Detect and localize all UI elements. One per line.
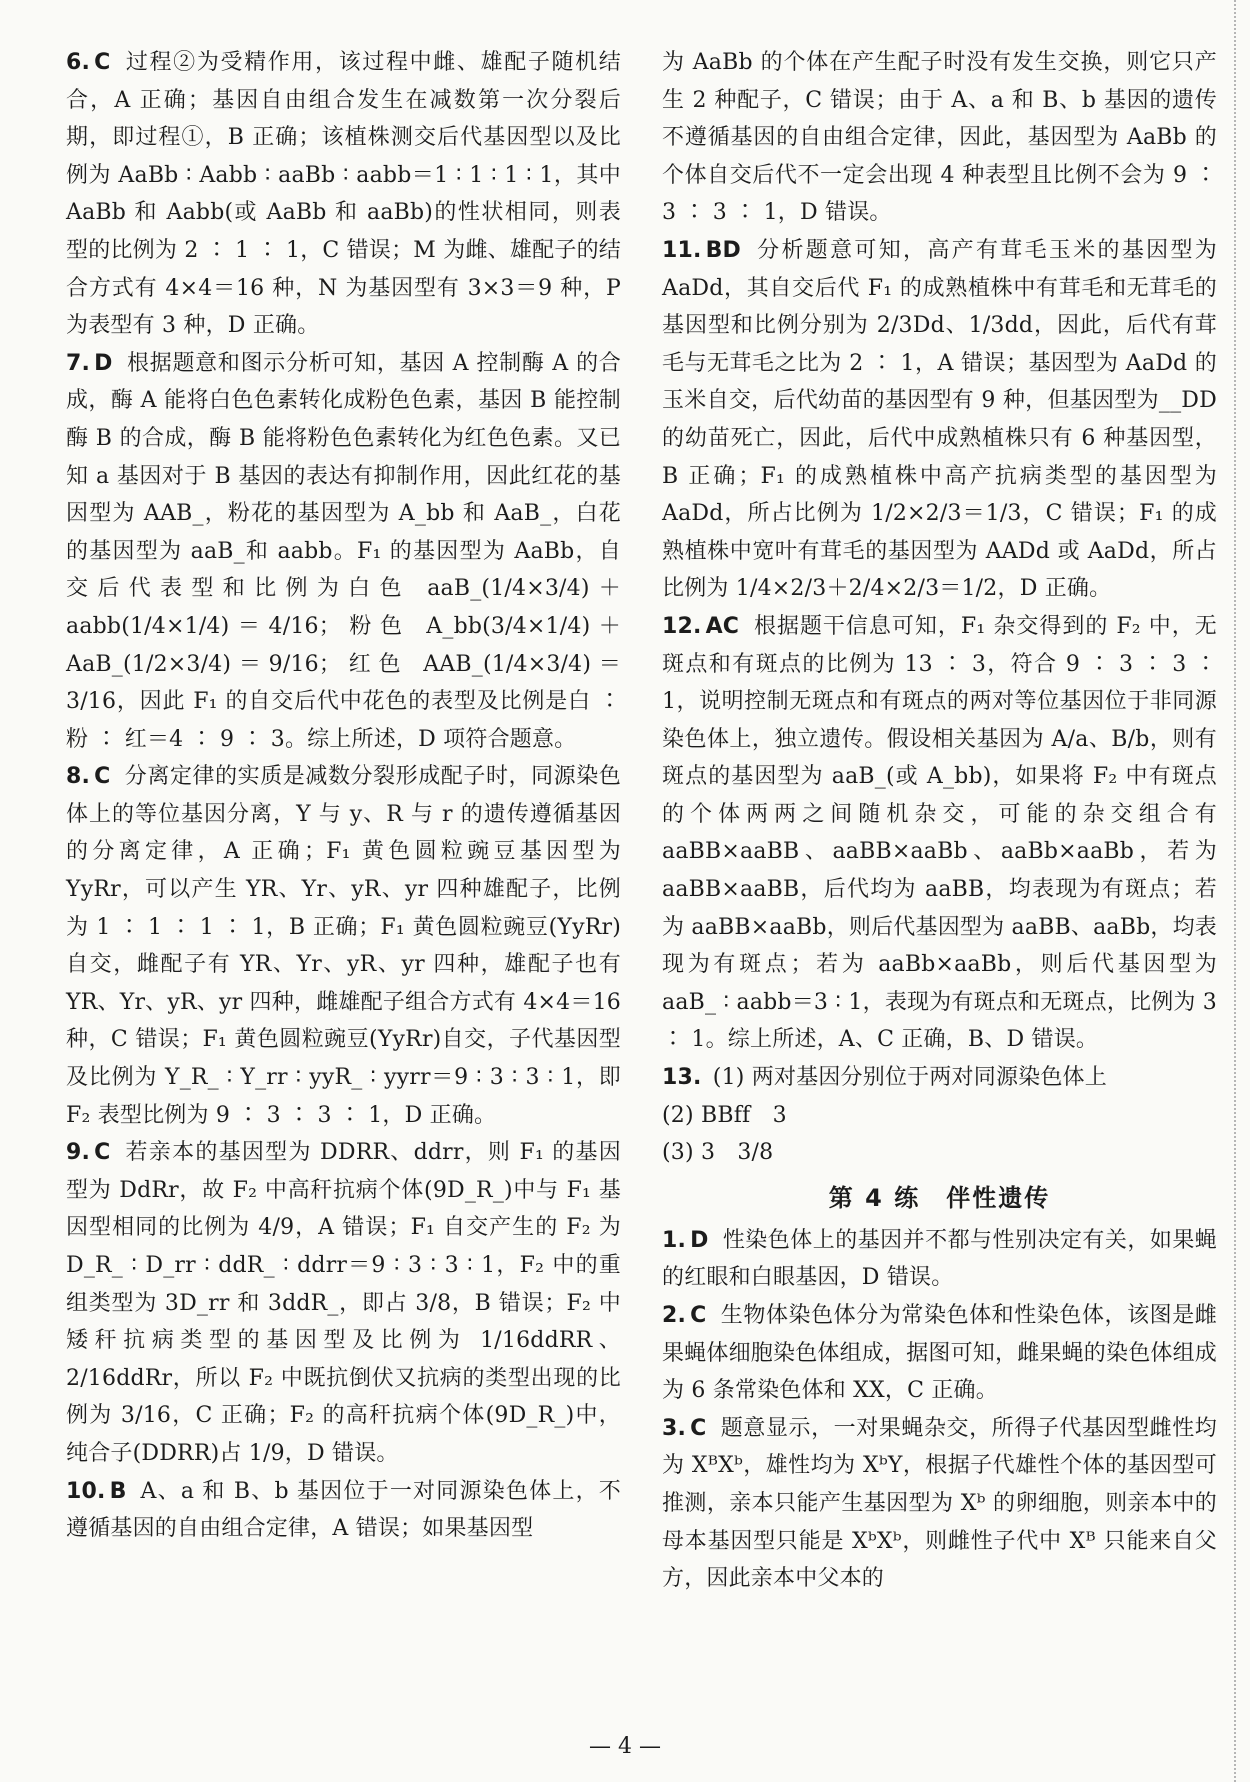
item-answer: D	[690, 1227, 709, 1253]
item-text: 根据题干信息可知，F₁ 杂交得到的 F₂ 中，无斑点和有斑点的比例为 13 ∶ 3，符合 9 ∶ 3 ∶ 3 ∶ 1，说明控制无斑点和有斑点的两对等位基因位于非同源染色体上，独立遗传。假设相关基因为 A/a、B/b，则有斑点的基因型为 aaB_(或 A_bb)，如果将 F₂ 中有斑点的个体两两之间随机杂交，可能的杂交组合有 aaBB×aaBB、aaBB×aaBb、aaBb×aaBb，若为 aaBB×aaBB，后代均为 aaBB，均表现为有斑点；若为 aaBB×aaBb，则后代基因型为 aaBB、aaBb，均表现为有斑点；若为 aaBb×aaBb，则后代基因型为 aaB_ ∶ aabb＝3 ∶ 1，表现为有斑点和无斑点，比例为 3 ∶ 1。综上所述，A、C 正确，B、D 错误。	[662, 613, 1218, 1053]
item-answer: BD	[705, 237, 742, 263]
answer-10-continued	[662, 44, 1217, 232]
item-answer: D	[94, 350, 113, 376]
item-number: 3.	[662, 1415, 687, 1441]
item-text: 生物体染色体分为常染色体和性染色体，该图是雌果蝇体细胞染色体组成，据图可知，雌果蝇的染色体组成为 6 条常染色体和 XX，C 正确。	[662, 1303, 1218, 1404]
item-text: 过程②为受精作用，该过程中雌、雄配子随机结合，A 正确；基因自由组合发生在减数第一次分裂后期，即过程①，B 正确；该植株测交后代基因型以及比例为 AaBb ∶ Aabb ∶ aaBb ∶ aabb＝1 ∶ 1 ∶ 1 ∶ 1，其中 AaBb 和 Aabb(或 AaBb 和 aaBb)的性状相同，则表型的比例为 2 ∶ 1 ∶ 1，C 错误；M 为雌、雄配子的结合方式有 4×4＝16 种，N 为基因型有 3×3＝9 种，P 为表型有 3 种，D 正确。	[66, 50, 621, 339]
item-text: 根据题意和图示分析可知，基因 A 控制酶 A 的合成，酶 A 能将白色色素转化成粉色色素，基因 B 能控制酶 B 的合成，酶 B 能将粉色色素转化为红色色素。又已知 a 基因对于 B 基因的表达有抑制作用，因此红花的基因型为 AAB_，粉花的基因型为 A_bb 和 AaB_，白花的基因型为 aaB_和 aabb。F₁ 的基因型为 AaBb，自交后代表型和比例为白色 aaB_(1/4×3/4)＋aabb(1/4×1/4)＝4/16；粉色 A_bb(3/4×1/4)＋AaB_(1/2×3/4)＝9/16；红色 AAB_(1/4×3/4)＝3/16，因此 F₁ 的自交后代中花色的表型及比例是白 ∶ 粉 ∶ 红＝4 ∶ 9 ∶ 3。综上所述，D 项符合题意。	[66, 350, 621, 752]
page-number: — 4 —	[589, 1734, 661, 1759]
answer-9	[66, 1134, 621, 1472]
answer-8	[66, 758, 621, 1134]
item-text: A、a 和 B、b 基因位于一对同源染色体上，不遵循基因的自由组合定律，A 错误；如果基因型	[66, 1478, 621, 1542]
section-answer-3	[662, 1410, 1217, 1598]
item-text: (3) 3 3/8	[662, 1140, 774, 1166]
item-text: 题意显示，一对果蝇杂交，所得子代基因型雌性均为 XᴮXᵇ，雄性均为 XᵇY，根据子代雄性个体的基因型可推测，亲本只能产生基因型为 Xᵇ 的卵细胞，则亲本中的母本基因型只能是 XᵇXᵇ，则雌性子代中 Xᴮ 只能来自父方，因此亲本中父本的	[662, 1415, 1217, 1592]
item-number: 1.	[662, 1227, 687, 1253]
item-text: 分析题意可知，高产有茸毛玉米的基因型为 AaDd，其自交后代 F₁ 的成熟植株中有茸毛和无茸毛的基因型和比例分别为 2/3Dd、1/3dd，因此，后代有茸毛与无茸毛之比为 2 ∶ 1，A 错误；基因型为 AaDd 的玉米自交，后代幼苗的基因型有 9 种，但基因型为__DD 的幼苗死亡，因此，后代中成熟植株只有 6 种基因型，B 正确；F₁ 的成熟植株中高产抗病类型的基因型为 AaDd，所占比例为 1/2×2/3＝1/3，C 错误；F₁ 的成熟植株中宽叶有茸毛的基因型为 AADd 或 AaDd，所占比例为 1/4×2/3＋2/4×2/3＝1/2，D 正确。	[662, 237, 1217, 602]
section-answer-1	[662, 1222, 1217, 1297]
item-answer: AC	[705, 613, 740, 639]
right-column	[662, 44, 1217, 1598]
page-edge-rule	[1233, 0, 1236, 1782]
item-number: 8.	[66, 764, 91, 790]
item-number: 13.	[662, 1065, 702, 1091]
item-answer: C	[94, 1140, 111, 1166]
answer-13-part3	[662, 1134, 1217, 1172]
answer-7	[66, 345, 621, 759]
item-text: 性染色体上的基因并不都与性别决定有关，如果蝇的红眼和白眼基因，D 错误。	[662, 1227, 1217, 1291]
item-number: 6.	[66, 50, 91, 75]
item-text: (1) 两对基因分别位于两对同源染色体上	[712, 1065, 1107, 1091]
item-answer: B	[109, 1478, 127, 1504]
item-number: 11.	[662, 237, 702, 263]
item-text: 为 AaBb 的个体在产生配子时没有发生交换，则它只产生 2 种配子，C 错误；由于 A、a 和 B、b 基因的遗传不遵循基因的自由组合定律，因此，基因型为 AaBb 的个体自交后代不一定会出现 4 种表型且比例不会为 9 ∶ 3 ∶ 3 ∶ 1，D 错误。	[662, 50, 1217, 226]
answer-10	[66, 1473, 621, 1548]
item-text: 分离定律的实质是减数分裂形成配子时，同源染色体上的等位基因分离，Y 与 y、R 与 r 的遗传遵循基因的分离定律，A 正确；F₁ 黄色圆粒豌豆基因型为 YyRr，可以产生 YR、Yr、yR、yr 四种雄配子，比例为 1 ∶ 1 ∶ 1 ∶ 1，B 正确；F₁ 黄色圆粒豌豆(YyRr)自交，雌配子有 YR、Yr、yR、yr 四种，雄配子也有 YR、Yr、yR、yr 四种，雌雄配子组合方式有 4×4＝16 种，C 错误；F₁ 黄色圆粒豌豆(YyRr)自交，子代基因型及比例为 Y_R_ ∶ Y_rr ∶ yyR_ ∶ yyrr＝9 ∶ 3 ∶ 3 ∶ 1，即 F₂ 表型比例为 9 ∶ 3 ∶ 3 ∶ 1，D 正确。	[66, 764, 621, 1128]
answer-13-part2	[662, 1097, 1217, 1135]
answer-6	[66, 44, 621, 345]
item-text: (2) BBff 3	[662, 1102, 787, 1128]
item-number: 12.	[662, 613, 702, 639]
left-column	[66, 44, 621, 1548]
section-title: 第 4 练 伴性遗传	[828, 1183, 1051, 1212]
item-text: 若亲本的基因型为 DDRR、ddrr，则 F₁ 的基因型为 DdRr，故 F₂ 中高秆抗病个体(9D_R_)中与 F₁ 基因型相同的比例为 4/9，A 错误；F₁ 自交产生的 F₂ 为 D_R_ ∶ D_rr ∶ ddR_ ∶ ddrr＝9 ∶ 3 ∶ 3 ∶ 1，F₂ 中的重组类型为 3D_rr 和 3ddR_，即占 3/8，B 错误；F₂ 中矮秆抗病类型的基因型及比例为 1/16ddRR、2/16ddRr，所以 F₂ 中既抗倒伏又抗病的类型出现的比例为 3/16，C 正确；F₂ 的高秆抗病个体(9D_R_)中，纯合子(DDRR)占 1/9，D 错误。	[66, 1140, 621, 1466]
item-answer: C	[690, 1415, 707, 1441]
item-number: 7.	[66, 350, 91, 376]
item-number: 10.	[66, 1478, 106, 1504]
answer-12	[662, 608, 1217, 1059]
item-number: 2.	[662, 1303, 687, 1328]
item-answer: C	[94, 50, 111, 75]
section-answer-2	[662, 1297, 1217, 1410]
item-answer: C	[94, 764, 111, 790]
item-number: 9.	[66, 1140, 91, 1166]
item-answer: C	[690, 1303, 707, 1328]
answer-13-part1	[662, 1059, 1217, 1097]
answer-11	[662, 232, 1217, 608]
